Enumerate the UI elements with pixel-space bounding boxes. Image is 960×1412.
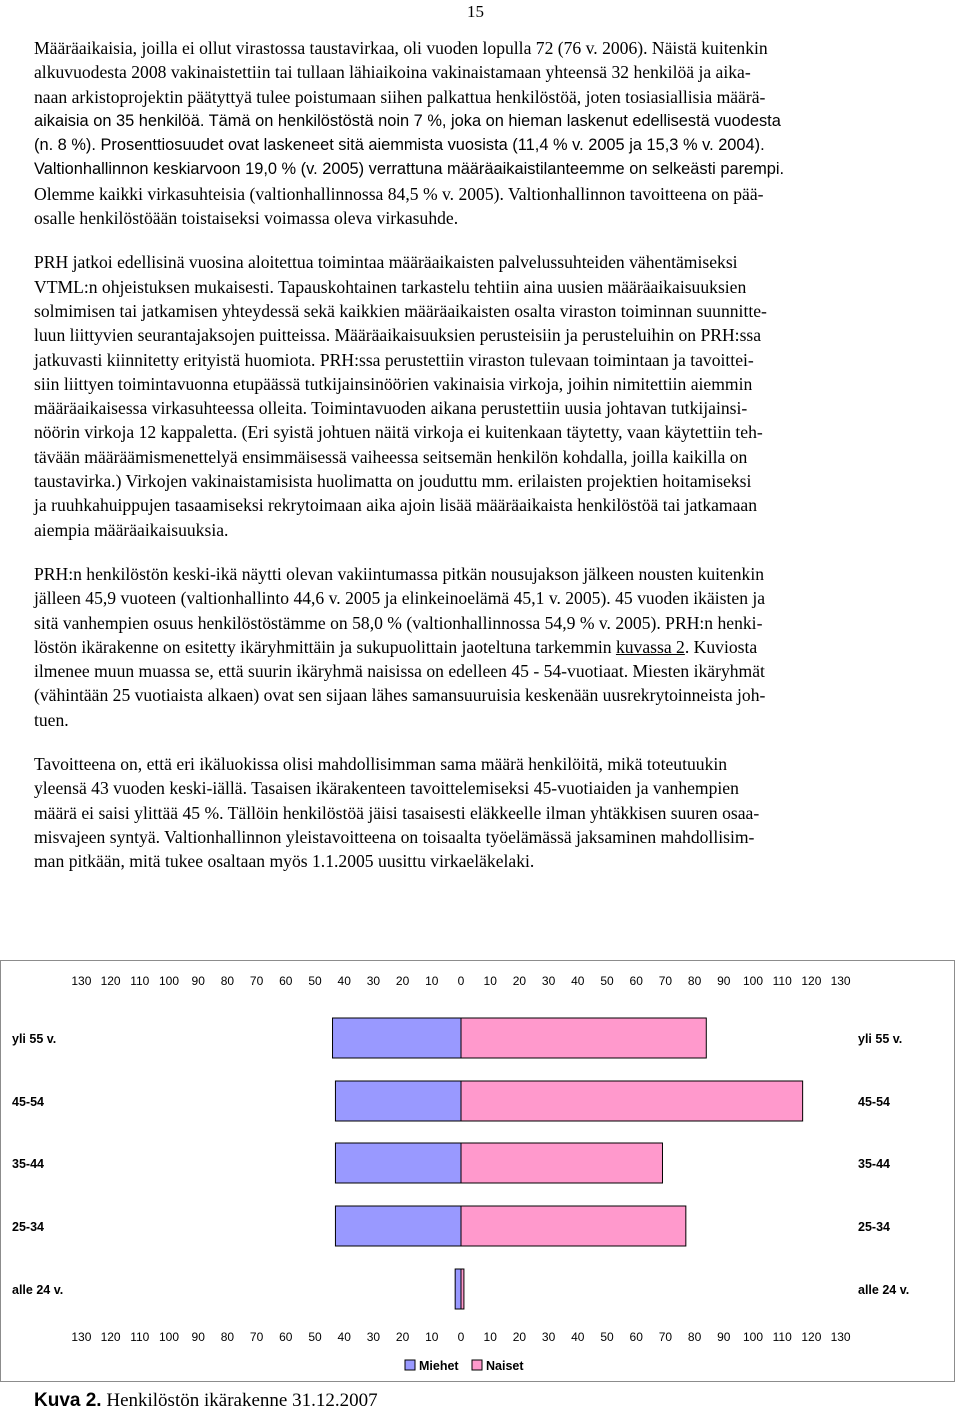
text-line: yleensä 43 vuoden keski-iällä. Tasaisen ikärakenteen tavoittelemiseksi 45-vuotiaiden ja vanhempien bbox=[34, 778, 739, 799]
text-line: tävään määräämismenettelyä ensimmäisessä vaiheessa seitsemän henkilön kohdalla, joilla kaikilla on bbox=[34, 446, 748, 467]
figure-link[interactable]: kuvassa 2 bbox=[615, 636, 685, 657]
text-line: määrä ei saisi ylittää 45 %. Tällöin henkilöstöä jäisi tasaisesti eläkkeelle ilman yhtäkkisen suuren osaa- bbox=[34, 802, 760, 823]
axis-tick-top: 10 bbox=[483, 974, 497, 988]
age-pyramid-chart bbox=[0, 960, 955, 1382]
axis-tick-top: 60 bbox=[629, 974, 643, 988]
text-line: alkuvuodesta 2008 vakinaistettiin tai tullaan lähiaikoina vakinaistamaan yhteensä 32 henkilöä ja aika- bbox=[34, 62, 751, 83]
axis-tick-top: 30 bbox=[541, 974, 556, 988]
text-line: Tavoitteena on, että eri ikäluokissa olisi mahdollisimman sama määrä henkilöitä, mikä toteutuukin bbox=[34, 754, 728, 775]
text-line-with-link bbox=[34, 635, 956, 659]
category-label-left: yli 55 v. bbox=[12, 1032, 57, 1046]
bar-men bbox=[335, 1143, 461, 1183]
axis-tick-bottom: 130 bbox=[71, 1330, 92, 1344]
axis-tick-bottom: 110 bbox=[772, 1330, 792, 1344]
axis-tick-top: 40 bbox=[571, 974, 585, 988]
category-label-left: 25-34 bbox=[12, 1220, 44, 1234]
paragraph-age-structure bbox=[34, 562, 956, 732]
text-segment: . Kuviosta bbox=[684, 636, 758, 657]
axis-tick-top: 30 bbox=[366, 974, 381, 988]
axis-tick-top: 0 bbox=[457, 974, 465, 988]
axis-tick-bottom: 50 bbox=[308, 1330, 322, 1344]
category-label-right: 35-44 bbox=[858, 1157, 890, 1171]
axis-tick-bottom: 10 bbox=[483, 1330, 497, 1344]
text-line: Valtionhallinnon keskiarvoon 19,0 % (v. 2005) verrattuna määräaikaistilanteemme on selkeästi parempi. bbox=[34, 160, 785, 179]
axis-tick-top: 90 bbox=[717, 974, 731, 988]
axis-tick-top: 100 bbox=[158, 974, 180, 988]
text-line: sitä vanhempien osuus henkilöstöstämme on 58,0 % (valtionhallinnossa 54,9 % v. 2005). PRH:n henki- bbox=[34, 612, 763, 633]
axis-tick-top: 120 bbox=[801, 974, 822, 988]
axis-tick-top: 80 bbox=[687, 974, 702, 988]
text-line: jälleen 45,9 vuoteen (valtionhallinto 44,6 v. 2005 ja elinkeinoelämä 45,1 v. 2005). 45 vuoden ikäisten ja bbox=[34, 588, 766, 609]
bar-men bbox=[455, 1269, 461, 1309]
legend-swatch-women bbox=[472, 1360, 482, 1370]
page-number: 15 bbox=[467, 2, 484, 21]
axis-tick-top: 110 bbox=[772, 974, 792, 988]
axis-tick-bottom: 110 bbox=[130, 1330, 150, 1344]
axis-tick-bottom: 80 bbox=[687, 1330, 702, 1344]
text-line: ilmenee muun muassa se, että suurin ikäryhmä naisissa on edelleen 45 - 54-vuotiaat. Miesten ikäryhmät bbox=[34, 661, 765, 682]
bar-women bbox=[461, 1081, 803, 1121]
category-label-right: yli 55 v. bbox=[858, 1032, 903, 1046]
axis-tick-top: 20 bbox=[512, 974, 527, 988]
text-line: ja ruuhkahuippujen tasaamiseksi rekrytoimaan aika ajoin lisää määräaikaista henkilöstöä tai jatkamaan bbox=[34, 495, 758, 516]
category-label-right: alle 24 v. bbox=[858, 1283, 910, 1297]
axis-tick-top: 50 bbox=[600, 974, 614, 988]
axis-tick-bottom: 60 bbox=[629, 1330, 643, 1344]
paragraph-fixed-term bbox=[34, 36, 956, 230]
category-label-right: 45-54 bbox=[858, 1095, 890, 1109]
axis-tick-bottom: 30 bbox=[366, 1330, 381, 1344]
text-line: jatkuvasti kiinnitetty erityistä huomiota. PRH:ssa perustettiin viraston tulevaan toimintaan ja tavoittei- bbox=[34, 349, 754, 370]
axis-tick-bottom: 130 bbox=[830, 1330, 851, 1344]
axis-tick-top: 10 bbox=[425, 974, 439, 988]
text-segment: löstön ikärakenne on esitetty ikäryhmittäin ja sukupuolittain jaoteltuna tarkemmin bbox=[34, 636, 616, 657]
axis-tick-top: 100 bbox=[742, 974, 764, 988]
axis-tick-bottom: 30 bbox=[541, 1330, 556, 1344]
legend-swatch-men bbox=[405, 1360, 415, 1370]
text-line: tuen. bbox=[34, 709, 69, 730]
bar-men bbox=[335, 1081, 461, 1121]
axis-tick-top: 20 bbox=[395, 974, 410, 988]
axis-tick-bottom: 60 bbox=[279, 1330, 293, 1344]
text-line: man pitkään, mitä tukee osaltaan myös 1.1.2005 uusittu virkaeläkelaki. bbox=[34, 851, 535, 872]
axis-tick-bottom: 120 bbox=[801, 1330, 822, 1344]
axis-tick-bottom: 20 bbox=[395, 1330, 410, 1344]
axis-tick-bottom: 40 bbox=[337, 1330, 351, 1344]
text-line: naan arkistoprojektin päätyttyä tulee poistumaan siihen palkattua henkilöstöä, joten tosiasiallisia määrä- bbox=[34, 86, 766, 107]
category-label-left: 35-44 bbox=[12, 1157, 44, 1171]
axis-tick-top: 70 bbox=[658, 974, 673, 988]
axis-tick-top: 40 bbox=[337, 974, 351, 988]
bar-men bbox=[333, 1018, 461, 1058]
axis-tick-top: 60 bbox=[279, 974, 293, 988]
text-line: Määräaikaisia, joilla ei ollut virastossa taustavirkaa, oli vuoden lopulla 72 (76 v. 2006). Näistä kuitenkin bbox=[34, 38, 768, 58]
text-line: misvajeen syntyä. Valtionhallinnon yleistavoitteena on toisaalta työelämässä jaksaminen mahdollisim- bbox=[34, 826, 755, 847]
text-line: PRH jatkoi edellisinä vuosina aloitettua toimintaa määräaikaisten palvelussuhteiden vähentämiseksi bbox=[34, 252, 738, 273]
text-line: VTML:n ohjeistuksen mukaisesti. Tapauskohtainen tarkastelu tehtiin aina uusien määräaikaisuuksien bbox=[34, 276, 747, 297]
paragraph-prh-actions bbox=[34, 250, 956, 542]
axis-tick-top: 120 bbox=[100, 974, 121, 988]
text-line: siin liittyen toimintavuonna etupäässä tutkijainsinöörien vakinaisia virkoja, joihin nimitettiin aiemmin bbox=[34, 373, 753, 394]
axis-tick-bottom: 90 bbox=[717, 1330, 731, 1344]
axis-tick-bottom: 40 bbox=[571, 1330, 585, 1344]
axis-tick-top: 130 bbox=[71, 974, 92, 988]
text-line: (vähintään 25 vuotiaista alkaen) ovat sen sijaan lähes samansuuruisia keskenään uusrekrytoinneista joh- bbox=[34, 685, 766, 706]
axis-tick-bottom: 50 bbox=[600, 1330, 614, 1344]
axis-tick-bottom: 70 bbox=[249, 1330, 264, 1344]
axis-tick-bottom: 120 bbox=[100, 1330, 121, 1344]
paragraph-target bbox=[34, 752, 956, 873]
bar-women bbox=[461, 1206, 686, 1246]
legend-label-men: Miehet bbox=[419, 1359, 459, 1373]
axis-tick-bottom: 100 bbox=[158, 1330, 180, 1344]
text-line: solmimisen tai jatkamisen yhteydessä sekä kaikkien määräaikaisten osalta viraston toiminnan suunnitte- bbox=[34, 300, 767, 321]
bar-women bbox=[461, 1269, 464, 1309]
category-label-left: 45-54 bbox=[12, 1095, 44, 1109]
text-line: (n. 8 %). Prosenttiosuudet ovat laskeneet sitä aiemmista vuosista (11,4 % v. 2005 ja 15,3 % v. 2004). bbox=[34, 136, 765, 155]
bar-women bbox=[461, 1143, 662, 1183]
axis-tick-bottom: 70 bbox=[658, 1330, 673, 1344]
axis-tick-bottom: 0 bbox=[457, 1330, 465, 1344]
text-line: nöörin virkoja 12 kappaletta. (Eri syistä johtuen näitä virkoja ei kuitenkaan täytetty, vaan käytettiin teh- bbox=[34, 422, 763, 443]
axis-tick-top: 130 bbox=[830, 974, 851, 988]
axis-tick-top: 80 bbox=[220, 974, 235, 988]
text-line: PRH:n henkilöstön keski-ikä näytti olevan vakiintumassa pitkän nousujakson jälkeen nousten kuitenkin bbox=[34, 563, 765, 584]
text-line: aiempia määräaikaisuuksia. bbox=[34, 519, 229, 540]
text-line: aikaisia on 35 henkilöä. Tämä on henkilöstöstä noin 7 %, joka on hieman laskenut edellisestä vuodesta bbox=[34, 111, 781, 130]
axis-tick-top: 70 bbox=[249, 974, 264, 988]
text-line: määräaikaisessa virkasuhteessa olleita. Toimintavuoden aikana perustettiin uusia johtavan tutkijainsi- bbox=[34, 398, 748, 419]
axis-tick-top: 110 bbox=[130, 974, 150, 988]
category-label-right: 25-34 bbox=[858, 1220, 890, 1234]
axis-tick-bottom: 20 bbox=[512, 1330, 527, 1344]
text-line: taustavirka.) Virkojen vakinaistamisista huolimatta on jouduttu mm. erilaisten projektien hoitamiseksi bbox=[34, 471, 752, 492]
axis-tick-bottom: 90 bbox=[191, 1330, 205, 1344]
axis-tick-bottom: 100 bbox=[742, 1330, 764, 1344]
figure-caption bbox=[34, 1390, 378, 1412]
axis-tick-top: 50 bbox=[308, 974, 322, 988]
caption-text: Henkilöstön ikärakenne 31.12.2007 bbox=[106, 1390, 378, 1411]
text-line: Olemme kaikki virkasuhteisia (valtionhallinnossa 84,5 % v. 2005). Valtionhallinnon tavoitteena on pää- bbox=[34, 183, 764, 204]
bar-men bbox=[335, 1206, 461, 1246]
text-line: luun liittyvien seurantajaksojen puitteissa. Määräaikaisuuksien perusteisiin ja perusteluihin on PRH:ssa bbox=[34, 325, 762, 346]
legend-label-women: Naiset bbox=[486, 1359, 524, 1373]
axis-tick-bottom: 10 bbox=[425, 1330, 439, 1344]
axis-tick-bottom: 80 bbox=[220, 1330, 235, 1344]
bar-women bbox=[461, 1018, 706, 1058]
axis-tick-top: 90 bbox=[191, 974, 205, 988]
category-label-left: alle 24 v. bbox=[12, 1283, 64, 1297]
document-body bbox=[34, 36, 956, 894]
caption-label: Kuva 2. bbox=[34, 1390, 102, 1411]
text-line: osalle henkilöstöään toistaiseksi voimassa oleva virkasuhde. bbox=[34, 208, 459, 229]
